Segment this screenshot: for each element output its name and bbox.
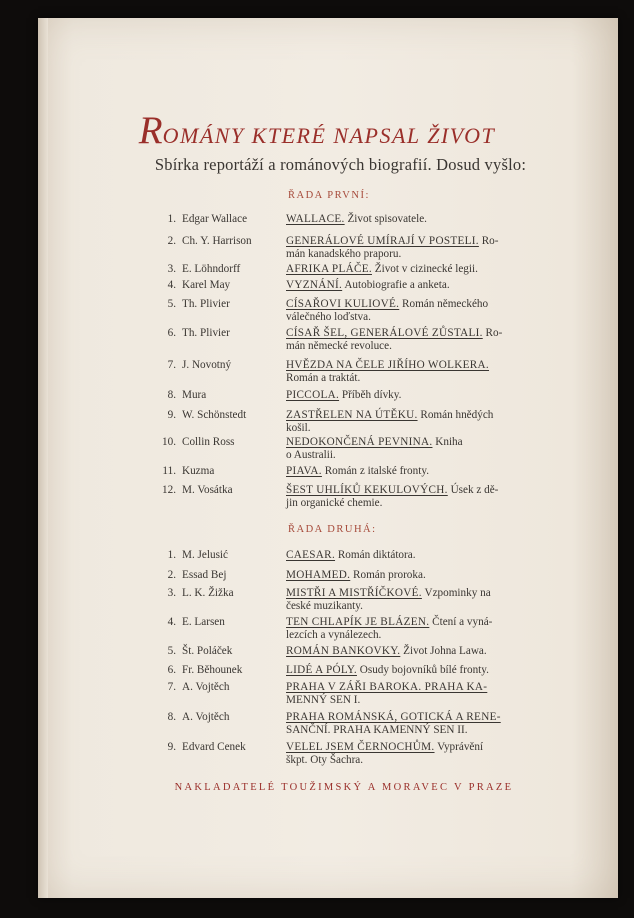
item-subtitle: Osudy bojovníků bílé fronty. xyxy=(356,664,489,676)
item-title: CAESAR. xyxy=(286,549,336,561)
item-description xyxy=(286,616,538,641)
item-number: 4. xyxy=(167,616,176,628)
item-author: Essad Bej xyxy=(182,569,227,581)
item-number: 7. xyxy=(167,359,176,371)
item-title: NEDOKONČENÁ PEVNINA. xyxy=(286,436,433,448)
subtitle: Sbírka reportáží a románových biografií. Dosud vyšlo: xyxy=(154,155,527,174)
item-subtitle-continued: jin organické chemie. xyxy=(286,496,383,509)
item-title: ŠEST UHLÍKŮ KEKULOVÝCH. xyxy=(286,484,448,496)
item-description xyxy=(286,263,538,276)
item-description xyxy=(286,664,538,677)
item-subtitle: Román německého xyxy=(399,298,489,310)
item-title: ZASTŘELEN NA ÚTĚKU. xyxy=(286,409,418,421)
item-author: Št. Poláček xyxy=(182,645,233,657)
item-description xyxy=(286,681,538,706)
item-number: 3. xyxy=(167,587,176,599)
item-author: A. Vojtěch xyxy=(182,681,230,693)
item-number: 7. xyxy=(167,681,176,693)
item-author: Karel May xyxy=(182,279,231,291)
item-subtitle: Kniha xyxy=(432,436,463,448)
item-number: 5. xyxy=(167,645,176,657)
item-number: 10. xyxy=(162,436,176,448)
item-subtitle: Román hnědých xyxy=(417,409,494,421)
item-number: 3. xyxy=(167,263,176,275)
item-number: 9. xyxy=(167,741,176,753)
item-title: CÍSAŘ ŠEL, GENERÁLOVÉ ZŮSTALI. xyxy=(286,327,483,339)
item-subtitle-continued: škpt. Oty Šachra. xyxy=(286,753,364,766)
item-subtitle-continued: české muzikanty. xyxy=(286,599,363,612)
item-description xyxy=(286,549,538,562)
item-description xyxy=(286,298,538,323)
title-initial: R xyxy=(138,109,163,152)
item-description xyxy=(286,484,538,509)
item-title: PRAHA V ZÁŘI BAROKA. PRAHA KA- xyxy=(286,681,488,693)
item-number: 2. xyxy=(167,569,176,581)
item-title: CÍSAŘOVI KULIOVÉ. xyxy=(286,298,400,310)
item-subtitle-continued: mán německé revoluce. xyxy=(286,339,392,352)
item-number: 5. xyxy=(167,298,176,310)
item-description xyxy=(286,213,538,226)
item-author: M. Jelusić xyxy=(182,549,228,561)
item-title: LIDÉ A PÓLY. xyxy=(286,664,357,676)
item-subtitle: Příběh dívky. xyxy=(339,389,402,401)
item-author: Kuzma xyxy=(182,465,215,477)
item-subtitle-continued: válečného loďstva. xyxy=(286,310,371,323)
item-title: PICCOLA. xyxy=(286,389,340,401)
item-subtitle-continued: o Australii. xyxy=(286,448,336,461)
item-description xyxy=(286,389,538,402)
item-subtitle-continued: mán kanadského praporu. xyxy=(286,247,402,260)
item-subtitle-continued: MENNÝ SEN I. xyxy=(286,693,361,706)
item-subtitle-continued: košil. xyxy=(286,421,311,434)
item-number: 9. xyxy=(167,409,176,421)
item-author: Edgar Wallace xyxy=(182,213,248,225)
item-number: 6. xyxy=(167,664,176,676)
item-description xyxy=(286,645,538,658)
item-subtitle-continued: Román a traktát. xyxy=(286,371,361,384)
item-number: 12. xyxy=(162,484,176,496)
item-title: VYZNÁNÍ. xyxy=(286,279,343,291)
publisher-line: NAKLADATELÉ TOUŽIMSKÝ A MORAVEC V PRAZE xyxy=(174,782,514,793)
item-author: L. K. Žižka xyxy=(182,587,234,599)
item-subtitle: Ro- xyxy=(478,235,499,247)
item-description xyxy=(286,741,538,766)
item-author: Ch. Y. Harrison xyxy=(182,235,252,247)
item-subtitle: Ro- xyxy=(482,327,503,339)
item-description xyxy=(286,327,538,352)
item-number: 8. xyxy=(167,711,176,723)
item-number: 1. xyxy=(167,213,176,225)
item-subtitle: Čtení a vyná- xyxy=(429,616,493,628)
item-subtitle: Román diktátora. xyxy=(335,549,416,561)
series-one-heading: ŘADA PRVNÍ: xyxy=(288,190,370,201)
item-description xyxy=(286,569,538,582)
item-title: AFRIKA PLÁČE. xyxy=(286,263,372,275)
item-number: 2. xyxy=(167,235,176,247)
item-description xyxy=(286,235,538,260)
item-title: WALLACE. xyxy=(286,213,345,225)
item-number: 6. xyxy=(167,327,176,339)
item-number: 11. xyxy=(162,465,176,477)
item-title: HVĚZDA NA ČELE JIŘÍHO WOLKERA. xyxy=(286,359,490,371)
item-description xyxy=(286,587,538,612)
item-author: Mura xyxy=(182,389,207,401)
item-subtitle: Úsek z dě- xyxy=(447,484,499,496)
item-author: E. Löhndorff xyxy=(182,263,241,275)
item-subtitle: Román z italské fronty. xyxy=(321,465,429,477)
item-subtitle: Vzpominky na xyxy=(421,587,491,599)
item-subtitle-continued: SANČNÍ. PRAHA KAMENNÝ SEN II. xyxy=(286,723,468,736)
item-title: PIAVA. xyxy=(286,465,322,477)
item-author: A. Vojtěch xyxy=(182,711,230,723)
item-number: 8. xyxy=(167,389,176,401)
item-author: Edvard Cenek xyxy=(182,741,246,753)
item-number: 4. xyxy=(167,279,176,291)
item-title: MOHAMED. xyxy=(286,569,351,581)
item-description xyxy=(286,359,538,384)
series-two-heading: ŘADA DRUHÁ: xyxy=(288,524,377,535)
item-subtitle: Život spisovatele. xyxy=(344,213,427,225)
item-author: E. Larsen xyxy=(182,616,225,628)
item-title: ROMÁN BANKOVKY. xyxy=(286,645,401,657)
item-subtitle: Život Johna Lawa. xyxy=(400,645,487,657)
item-subtitle: Život v cizinecké legii. xyxy=(371,263,478,275)
item-author: Fr. Běhounek xyxy=(182,664,243,676)
item-description xyxy=(286,465,538,478)
item-author: W. Schönstedt xyxy=(182,409,247,421)
item-subtitle: Autobiografie a anketa. xyxy=(342,279,450,291)
title-rest: OMÁNY KTERÉ NAPSAL ŽIVOT xyxy=(162,123,496,148)
item-author: Th. Plivier xyxy=(182,327,230,339)
item-author: J. Novotný xyxy=(182,359,232,371)
item-description xyxy=(286,409,538,434)
item-description xyxy=(286,436,538,461)
series-title xyxy=(0,108,634,153)
item-title: PRAHA ROMÁNSKÁ, GOTICKÁ A RENE- xyxy=(286,711,501,723)
item-title: VELEL JSEM ČERNOCHŮM. xyxy=(286,741,435,753)
item-author: Th. Plivier xyxy=(182,298,230,310)
item-author: M. Vosátka xyxy=(182,484,233,496)
item-number: 1. xyxy=(167,549,176,561)
item-subtitle: Vyprávění xyxy=(434,741,484,753)
item-author: Collin Ross xyxy=(182,436,235,448)
item-subtitle-continued: lezcích a vynálezech. xyxy=(286,628,382,641)
item-description xyxy=(286,711,538,736)
item-subtitle: Román proroka. xyxy=(350,569,426,581)
item-title: TEN CHLAPÍK JE BLÁZEN. xyxy=(286,616,430,628)
item-title: MISTŘI A MISTŘÍČKOVÉ. xyxy=(286,587,422,599)
item-description xyxy=(286,279,538,292)
item-title: GENERÁLOVÉ UMÍRAJÍ V POSTELI. xyxy=(286,235,479,247)
